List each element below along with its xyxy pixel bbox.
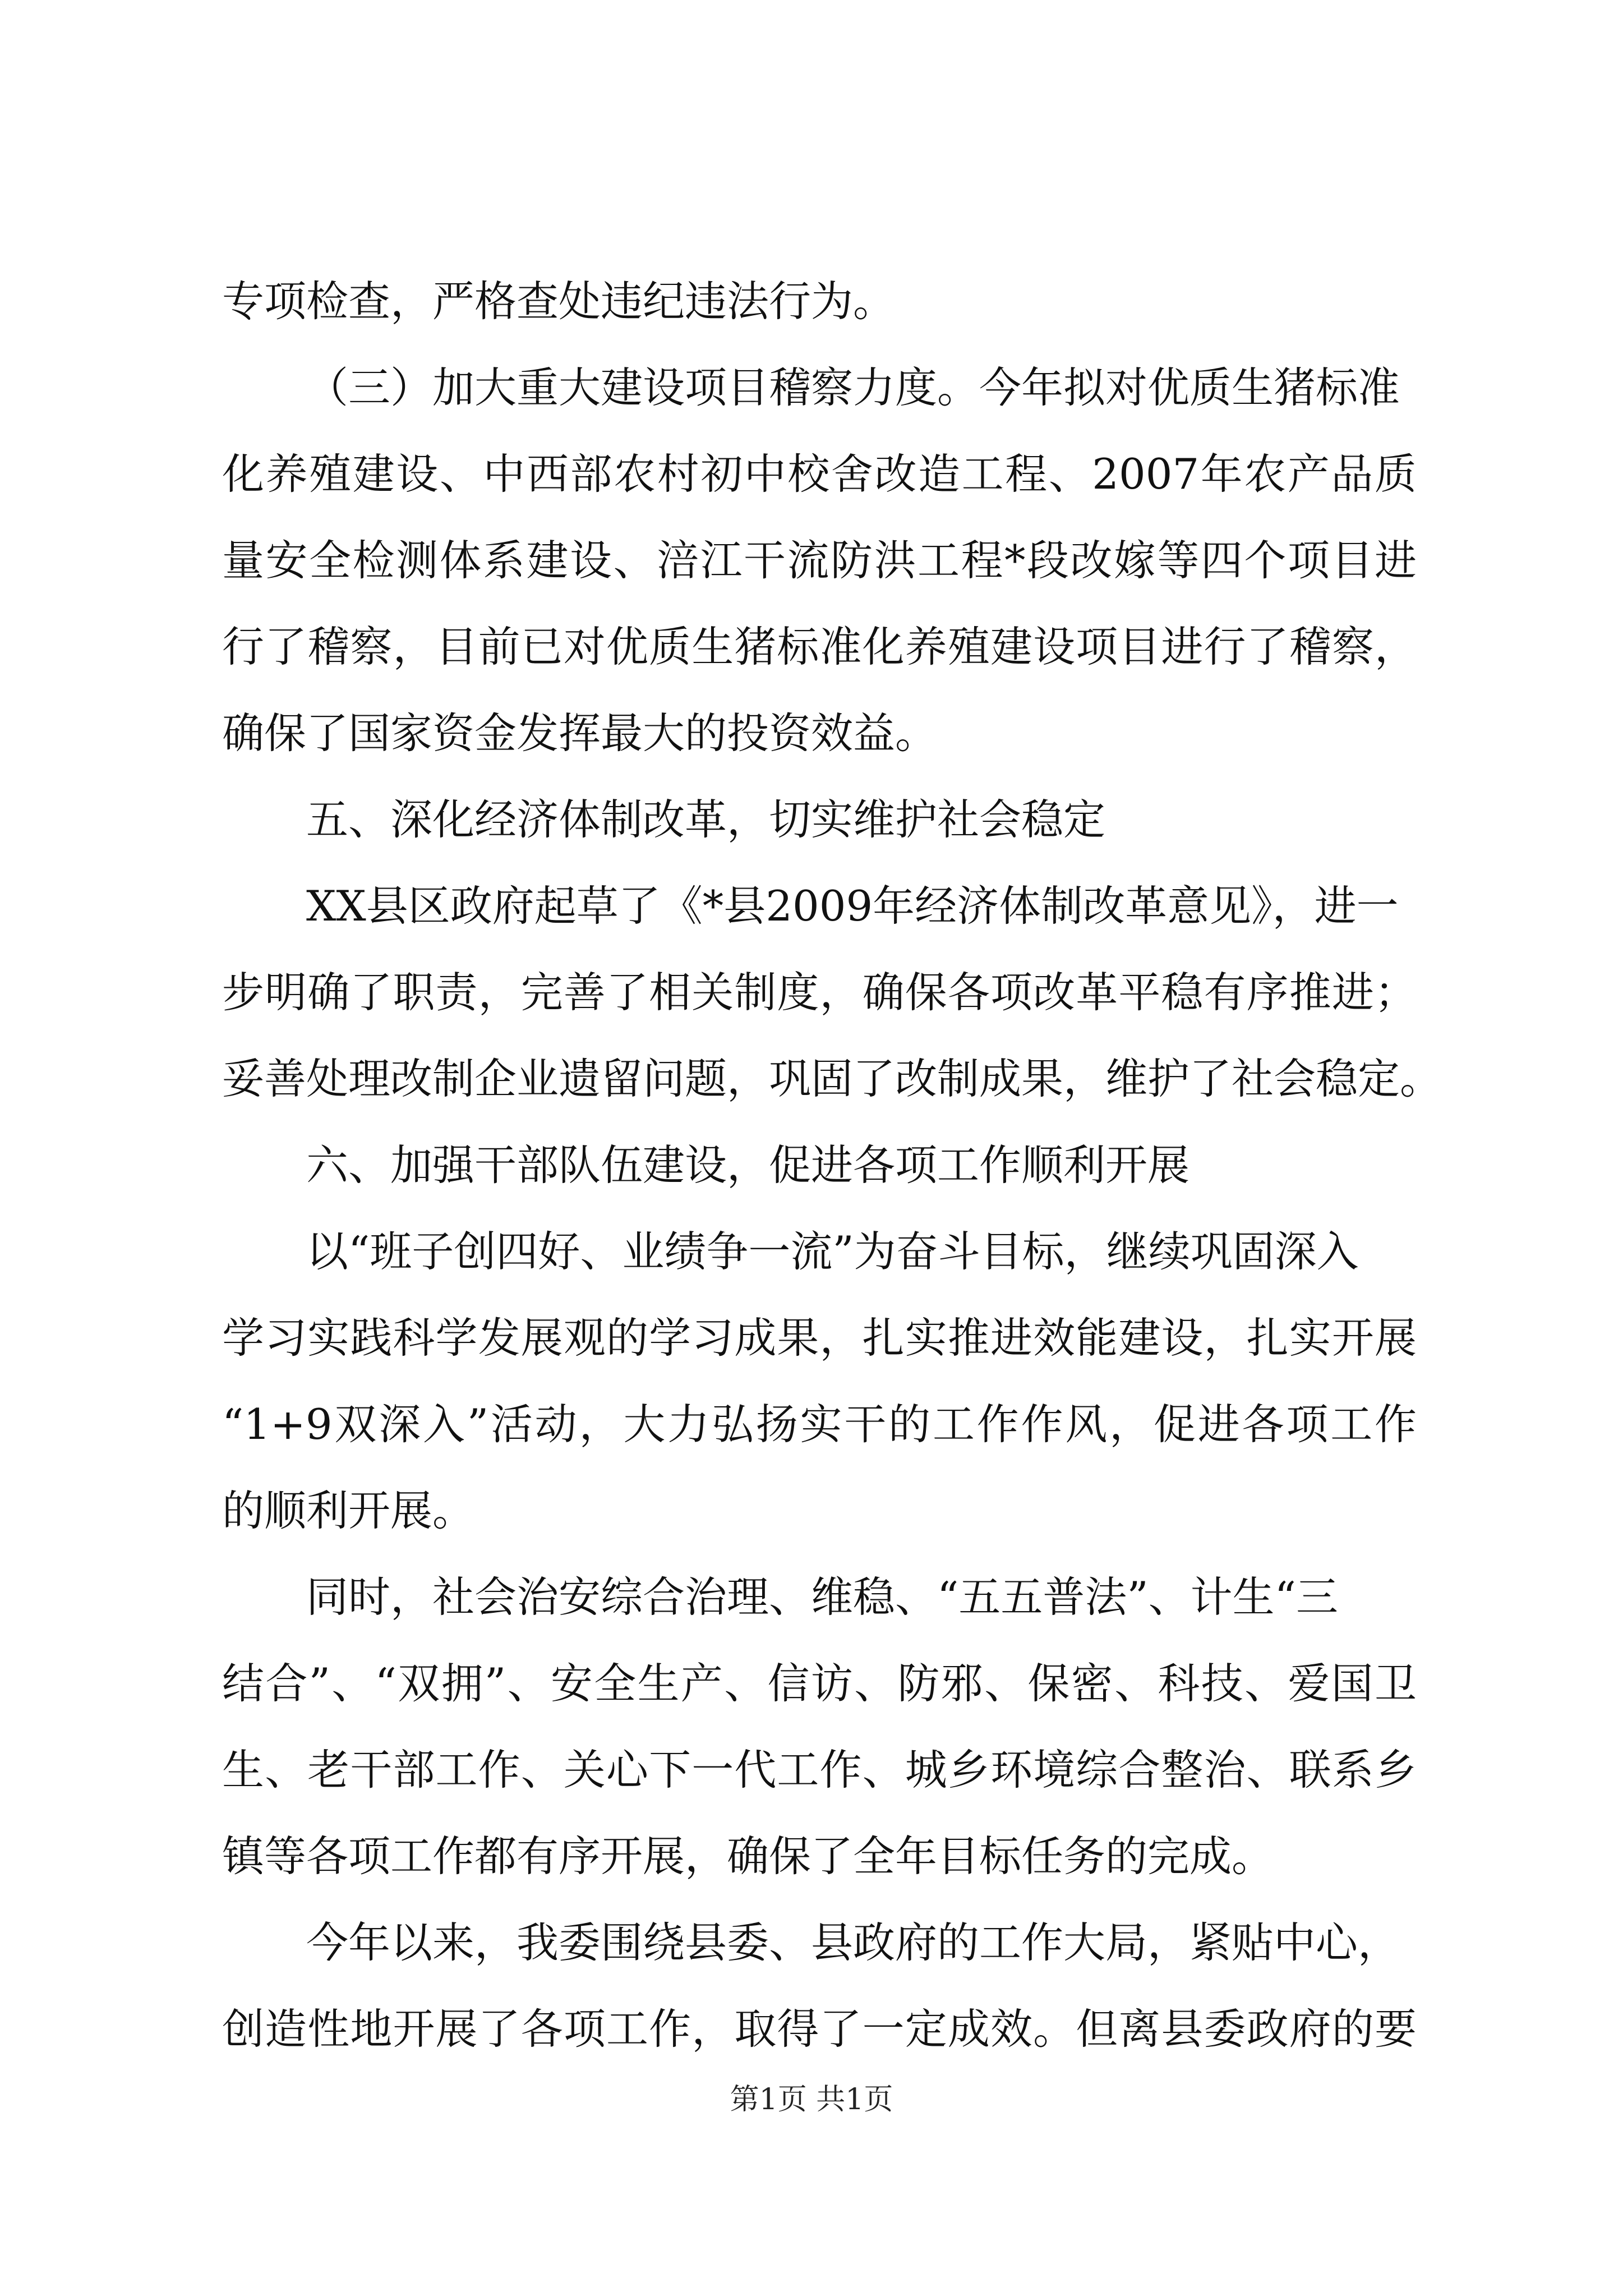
text-line: 确保了国家资金发挥最大的投资效益。 — [222, 708, 938, 758]
text-line: “1+9双深入”活动，大力弘扬实干的工作作风，促进各项工作 — [222, 1400, 1417, 1449]
text-line: 量安全检测体系建设、涪江干流防洪工程*段改嫁等四个项目进 — [222, 536, 1417, 585]
text-line: 的顺利开展。 — [222, 1486, 475, 1535]
page-number: 第1页 共1页 — [730, 2083, 893, 2116]
section-heading: （三）加大重大建设项目稽察力度。今年拟对优质生猪标准 — [306, 363, 1400, 412]
text-line: 专项检查，严格查处违纪违法行为。 — [222, 277, 896, 326]
document-body — [222, 258, 1442, 2072]
text-line: 结合”、“双拥”、安全生产、信访、防邪、保密、科技、爱国卫 — [222, 1659, 1417, 1708]
text-line: XX县区政府起草了《*县2009年经济体制改革意见》，进一 — [306, 881, 1399, 931]
text-line: 妥善处理改制企业遗留问题，巩固了改制成果，维护了社会稳定。 — [222, 1054, 1442, 1103]
text-line: 今年以来，我委围绕县委、县政府的工作大局，紧贴中心， — [306, 1918, 1400, 1967]
text-line: 步明确了职责，完善了相关制度，确保各项改革平稳有序推进； — [222, 968, 1417, 1017]
text-line: 化养殖建设、中西部农村初中校舍改造工程、2007年农产品质 — [222, 449, 1417, 499]
section-heading: 五、深化经济体制改革，切实维护社会稳定 — [306, 795, 1106, 844]
text-line: 同时，社会治安综合治理、维稳、“五五普法”、计生“三 — [306, 1572, 1339, 1622]
text-line: 学习实践科学发展观的学习成果，扎实推进效能建设，扎实开展 — [222, 1313, 1417, 1363]
text-line: 行了稽察，目前已对优质生猪标准化养殖建设项目进行了稽察， — [222, 622, 1417, 671]
text-line: 生、老干部工作、关心下一代工作、城乡环境综合整治、联系乡 — [222, 1745, 1417, 1795]
text-line: 镇等各项工作都有序开展，确保了全年目标任务的完成。 — [222, 1832, 1274, 1881]
text-line: 创造性地开展了各项工作，取得了一定成效。但离县委政府的要 — [222, 2004, 1417, 2054]
section-heading: 六、加强干部队伍建设，促进各项工作顺利开展 — [306, 1140, 1190, 1190]
text-line: 以“班子创四好、业绩争一流”为奋斗目标，继续巩固深入 — [306, 1227, 1359, 1276]
